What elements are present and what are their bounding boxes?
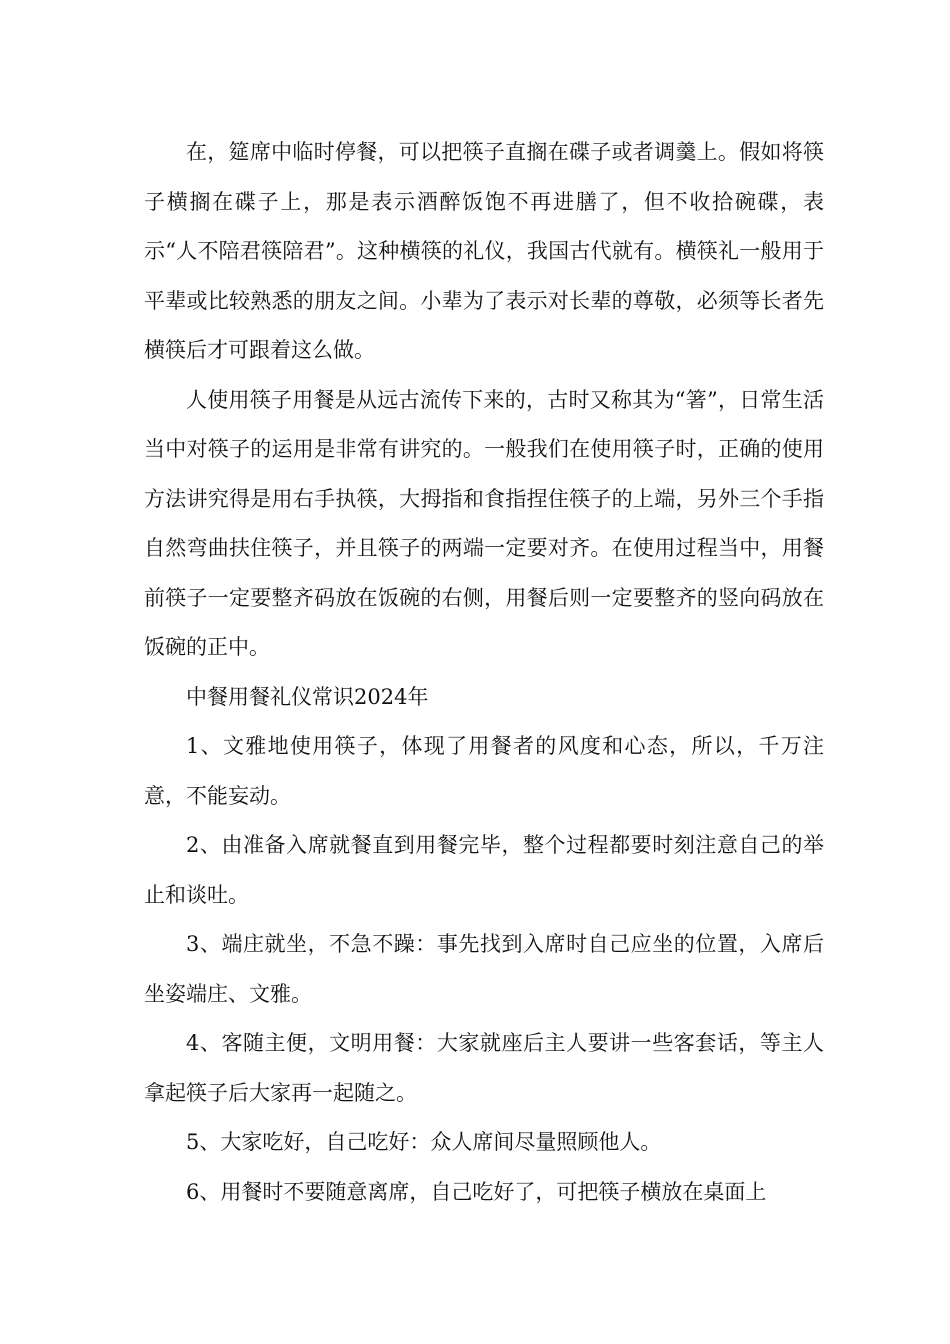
- list-item: 5、大家吃好，自己吃好：众人席间尽量照顾他人。: [186, 1130, 662, 1154]
- list-item: 4、客随主便，文明用餐：大家就座后主人要讲一些客套话，等主人拿起筷子后大家再一起随之。: [144, 1031, 824, 1105]
- paragraph: 人使用筷子用餐是从远古流传下来的，古时又称其为“箸”，日常生活当中对筷子的运用是非常有讲究的。一般我们在使用筷子时，正确的使用方法讲究得是用右手执筷，大拇指和食指捏住筷子的上端，另外三个手指自然弯曲扶住筷子，并且筷子的两端一定要对齐。在使用过程当中，用餐前筷子一定要整齐码放在饭碗的右侧，用餐后则一定要整齐的竖向码放在饭碗的正中。: [144, 387, 824, 659]
- list-item: 2、由准备入席就餐直到用餐完毕，整个过程都要时刻注意自己的举止和谈吐。: [144, 833, 824, 907]
- list-item: 1、文雅地使用筷子，体现了用餐者的风度和心态，所以，千万注意，不能妄动。: [144, 734, 824, 808]
- document-body: [144, 128, 824, 1217]
- list-item: 3、端庄就坐，不急不躁：事先找到入席时自己应坐的位置，入席后坐姿端庄、文雅。: [144, 932, 824, 1006]
- section-heading: 中餐用餐礼仪常识2024年: [186, 684, 429, 709]
- paragraph: 在，筵席中临时停餐，可以把筷子直搁在碟子或者调羹上。假如将筷子横搁在碟子上，那是表示酒醉饭饱不再进膳了，但不收拾碗碟，表示“人不陪君筷陪君”。这种横筷的礼仪，我国古代就有。横筷礼一般用于平辈或比较熟悉的朋友之间。小辈为了表示对长辈的尊敬，必须等长者先横筷后才可跟着这么做。: [144, 140, 824, 362]
- list-item: 6、用餐时不要随意离席，自己吃好了，可把筷子横放在桌面上: [186, 1179, 767, 1204]
